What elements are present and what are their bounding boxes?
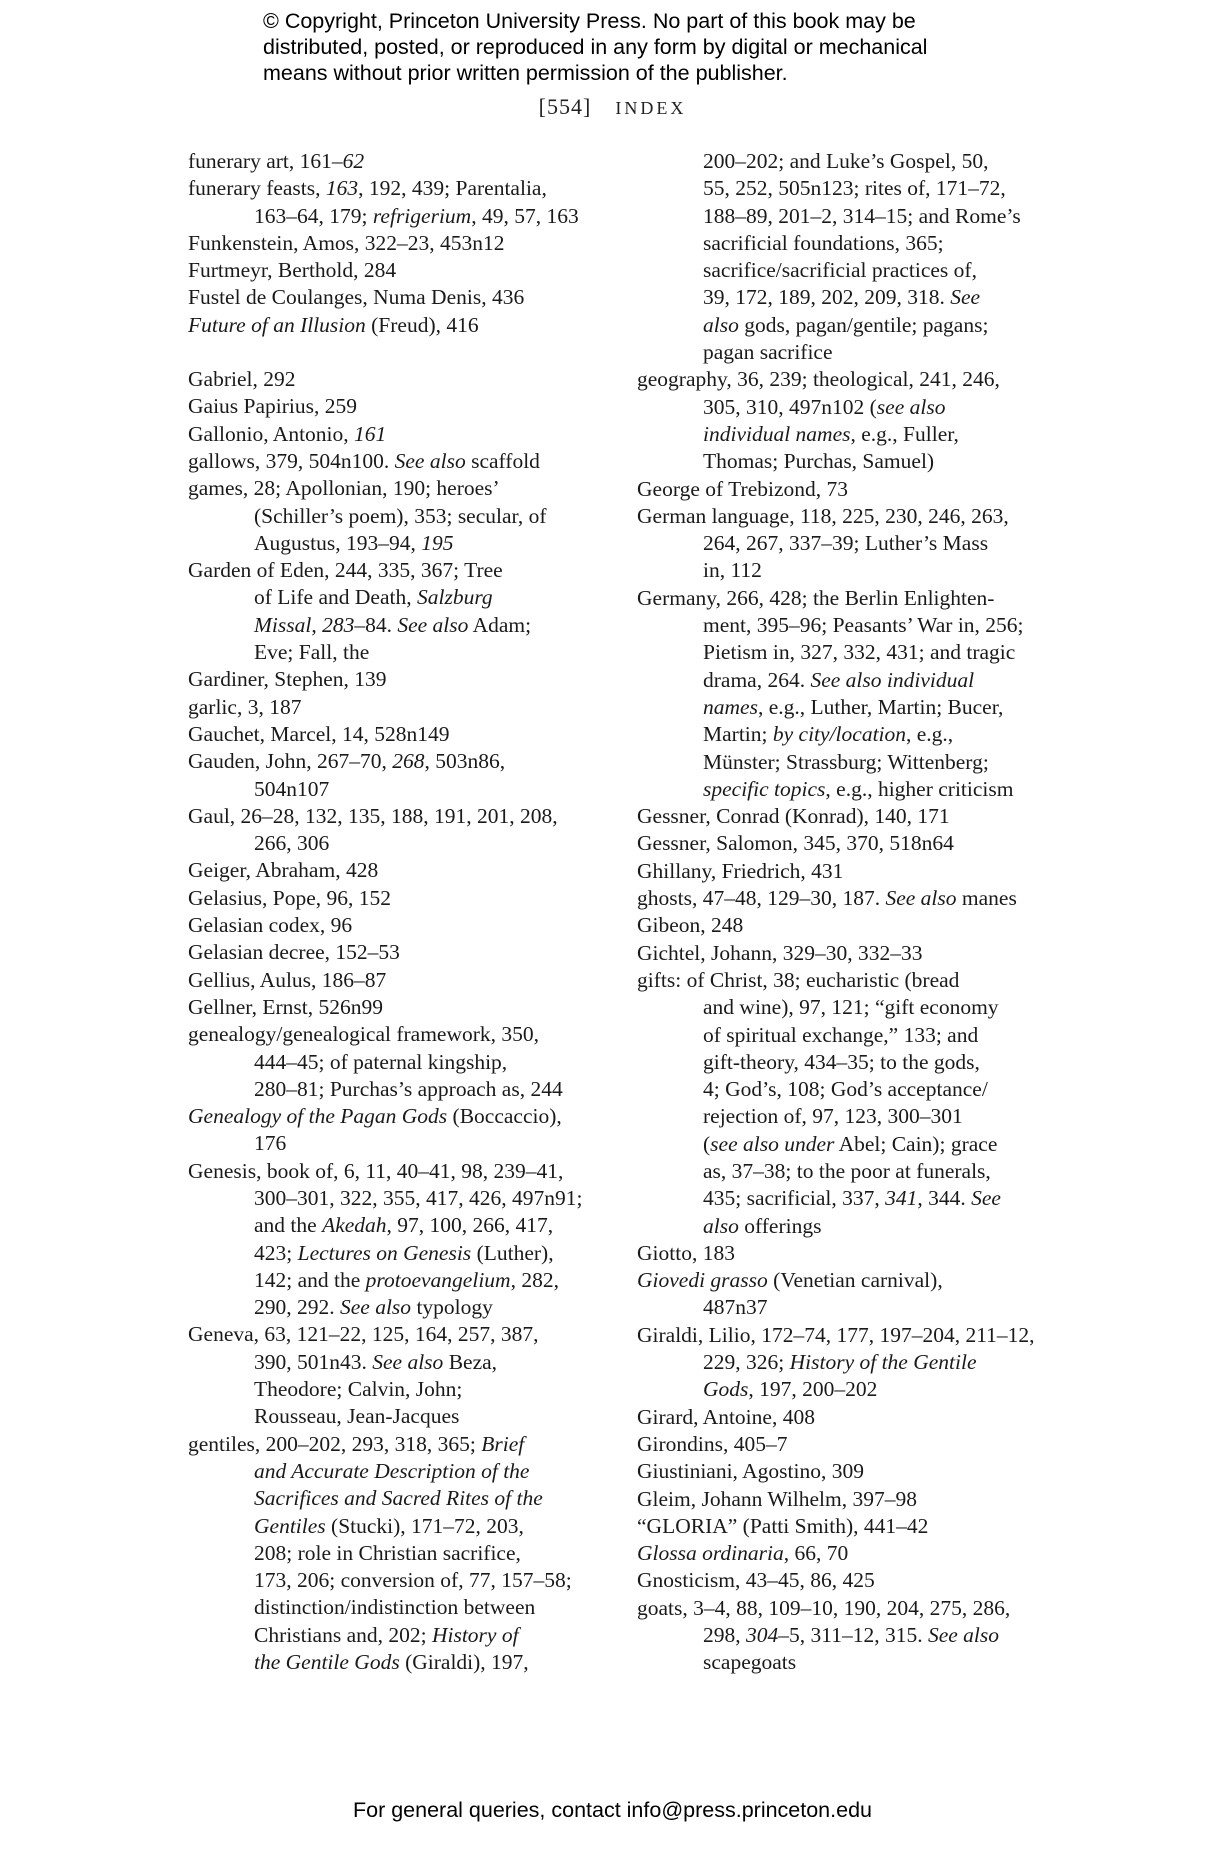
index-entry [188,557,608,666]
index-entry [637,1240,1057,1267]
index-entry [188,885,608,912]
index-line: Eve; Fall, the [254,640,370,665]
index-line: 229, 326; History of the Gentile [703,1350,977,1375]
index-line: 200–202; and Luke’s Gospel, 50, [703,149,989,173]
index-line: gifts: of Christ, 38; eucharistic (bread [637,967,960,992]
copyright-notice [263,8,1023,86]
index-entry [637,912,1057,939]
index-entry [188,312,608,339]
index-line: German language, 118, 225, 230, 246, 263, [637,503,1009,528]
footer-contact: For general queries, contact info@press.princeton.edu [352,1798,872,1822]
index-entry [637,803,1057,830]
index-line: 300–301, 322, 355, 417, 426, 497n91; [254,1185,583,1210]
index-line: Gleim, Johann Wilhelm, 397–98 [637,1486,918,1511]
index-line: games, 28; Apollonian, 190; heroes’ [188,476,500,501]
index-entry [188,175,608,230]
index-entry [188,967,608,994]
index-line: ment, 395–96; Peasants’ War in, 256; [703,613,1024,638]
index-line: 55, 252, 505n123; rites of, 171–72, [703,176,1006,201]
index-line: Ghillany, Friedrich, 431 [637,858,844,883]
index-line: genealogy/genealogical framework, 350, [188,1022,540,1047]
index-line: funerary art, 161–62 [188,149,365,173]
index-entry [637,585,1057,803]
index-line: (see also under Abel; Cain); grace [703,1131,998,1156]
index-entry [637,1458,1057,1485]
index-line: Gellner, Ernst, 526n99 [188,994,383,1019]
index-line: Gnosticism, 43–45, 86, 425 [637,1568,875,1593]
index-entry [188,1103,608,1158]
index-entry [637,967,1057,1240]
index-line: Pietism in, 327, 332, 431; and tragic [703,640,1016,665]
index-line: Garden of Eden, 244, 335, 367; Tree [188,558,503,583]
index-line: sacrificial foundations, 365; [703,230,944,255]
index-line: 390, 501n43. See also Beza, [254,1349,498,1374]
index-line: of spiritual exchange,” 133; and [703,1022,979,1047]
index-line: Gibeon, 248 [637,913,744,938]
index-line: Giovedi grasso (Venetian carnival), [637,1268,943,1293]
index-entry [188,448,608,475]
index-entry [188,666,608,693]
index-line: Sacrifices and Sacred Rites of the [254,1486,543,1511]
index-column-left [188,148,608,1676]
index-entry [637,1267,1057,1322]
index-line: “GLORIA” (Patti Smith), 441–42 [637,1513,929,1538]
index-line: Giustiniani, Agostino, 309 [637,1459,864,1484]
index-line: Genesis, book of, 6, 11, 40–41, 98, 239–41, [188,1158,564,1183]
index-line: Münster; Strassburg; Wittenberg; [703,749,989,774]
index-entry [637,1404,1057,1431]
index-line: Augustus, 193–94, 195 [254,530,454,555]
index-line: 266, 306 [254,831,330,856]
index-line: Gaius Papirius, 259 [188,394,358,419]
index-line: Genealogy of the Pagan Gods (Boccaccio), [188,1104,562,1129]
index-line: Giotto, 183 [637,1240,735,1265]
index-line: Gichtel, Johann, 329–30, 332–33 [637,940,923,965]
index-line: Gauden, John, 267–70, 268, 503n86, [188,749,506,774]
index-line: as, 37–38; to the poor at funerals, [703,1158,991,1183]
index-line: rejection of, 97, 123, 300–301 [703,1104,963,1129]
index-line: Gelasius, Pope, 96, 152 [188,885,392,910]
index-line: 444–45; of paternal kingship, [254,1049,508,1074]
index-line: gallows, 379, 504n100. See also scaffold [188,448,540,473]
index-line: 504n107 [254,776,330,801]
index-line: Gessner, Conrad (Konrad), 140, 171 [637,804,950,829]
index-entry [188,1021,608,1103]
index-line: gentiles, 200–202, 293, 318, 365; Brief [188,1431,525,1456]
index-line: Theodore; Calvin, John; [254,1377,463,1402]
running-head [0,94,1225,120]
index-line: 305, 310, 497n102 (see also [703,394,946,419]
index-line: Funkenstein, Amos, 322–23, 453n12 [188,230,505,255]
index-line: gift-theory, 434–35; to the gods, [703,1049,980,1074]
index-line: Christians and, 202; History of [254,1622,519,1647]
index-entry [637,148,1057,366]
index-entry [188,857,608,884]
section-title: INDEX [615,98,687,118]
index-line: Gentiles (Stucki), 171–72, 203, [254,1513,524,1538]
index-line: 163–64, 179; refrigerium, 49, 57, 163 [254,203,579,228]
index-entry [188,994,608,1021]
index-line: names, e.g., Luther, Martin; Bucer, [703,694,1004,719]
index-entry [637,476,1057,503]
index-line: 188–89, 201–2, 314–15; and Rome’s [703,203,1021,228]
index-entry [637,858,1057,885]
index-line: also offerings [703,1213,822,1238]
index-entry [188,475,608,557]
index-line: Fustel de Coulanges, Numa Denis, 436 [188,285,525,310]
index-line: 298, 304–5, 311–12, 315. See also [703,1623,1000,1648]
index-line: Gelasian decree, 152–53 [188,940,400,965]
index-entry [637,885,1057,912]
index-entry [188,694,608,721]
index-line: Gardiner, Stephen, 139 [188,667,387,692]
index-line: Geiger, Abraham, 428 [188,858,379,883]
index-entry [188,284,608,311]
index-entry [188,1431,608,1677]
index-line: George of Trebizond, 73 [637,476,849,501]
index-entry [637,366,1057,475]
index-line: 280–81; Purchas’s approach as, 244 [254,1076,563,1101]
index-entry [637,1595,1057,1677]
index-column-right [637,148,1057,1677]
index-line: specific topics, e.g., higher criticism [703,776,1014,801]
index-line: 290, 292. See also typology [254,1295,493,1320]
index-entry [188,421,608,448]
index-line: Gellius, Aulus, 186–87 [188,967,387,992]
index-entry [188,393,608,420]
index-entry [188,257,608,284]
index-line: Geneva, 63, 121–22, 125, 164, 257, 387, [188,1322,539,1347]
index-line: pagan sacrifice [703,340,833,365]
index-entry [637,1486,1057,1513]
index-line: garlic, 3, 187 [188,694,302,719]
index-line: the Gentile Gods (Giraldi), 197, [254,1650,529,1675]
index-line: Gods, 197, 200–202 [703,1377,878,1402]
index-line: ghosts, 47–48, 129–30, 187. See also manes [637,886,1017,911]
index-line: distinction/indistinction between [254,1595,536,1620]
index-line: 487n37 [703,1295,768,1320]
index-line: of Life and Death, Salzburg [254,585,493,610]
index-entry [188,912,608,939]
index-line: 176 [254,1131,287,1156]
index-entry [637,503,1057,585]
index-entry [637,1513,1057,1540]
index-line: 208; role in Christian sacrifice, [254,1540,521,1565]
index-line: Thomas; Purchas, Samuel) [703,449,935,474]
index-entry [637,1567,1057,1594]
page-number: [554] [538,94,592,119]
index-entry [188,148,608,175]
index-line: funerary feasts, 163, 192, 439; Parentalia, [188,176,547,201]
index-line: 264, 267, 337–39; Luther’s Mass [703,531,989,556]
index-entry [637,830,1057,857]
index-entry [188,721,608,748]
index-line: Germany, 266, 428; the Berlin Enlighten- [637,585,995,610]
index-entry [637,1431,1057,1458]
copyright-line: means without prior written permission of the publisher. [263,61,788,85]
index-entry [637,1322,1057,1404]
index-line: individual names, e.g., Fuller, [703,421,959,446]
index-line: 423; Lectures on Genesis (Luther), [254,1240,554,1265]
index-line: Furtmeyr, Berthold, 284 [188,258,397,283]
index-line: Missal, 283–84. See also Adam; [254,612,532,637]
index-line: Gallonio, Antonio, 161 [188,421,387,446]
index-line: Gauchet, Marcel, 14, 528n149 [188,721,450,746]
index-line: Gabriel, 292 [188,367,296,392]
index-line: Giraldi, Lilio, 172–74, 177, 197–204, 211–12, [637,1322,1035,1347]
index-line: 173, 206; conversion of, 77, 157–58; [254,1568,572,1593]
index-entry [188,230,608,257]
index-line: and Accurate Description of the [254,1458,530,1483]
index-entry [188,1321,608,1430]
index-line: in, 112 [703,558,762,583]
index-line: Gelasian codex, 96 [188,913,353,938]
index-line: (Schiller’s poem), 353; secular, of [254,503,547,528]
index-line: 435; sacrificial, 337, 341, 344. See [703,1186,1001,1211]
copyright-line: distributed, posted, or reproduced in any form by digital or mechanical [263,35,928,59]
index-line: Glossa ordinaria, 66, 70 [637,1541,849,1566]
index-line: 4; God’s, 108; God’s acceptance/ [703,1077,988,1102]
index-line: and the Akedah, 97, 100, 266, 417, [254,1213,554,1238]
index-entry [188,366,608,393]
index-line: 39, 172, 189, 202, 209, 318. See [703,285,981,310]
index-line: scapegoats [703,1650,797,1675]
index-line: Gaul, 26–28, 132, 135, 188, 191, 201, 208, [188,803,558,828]
index-entry [188,939,608,966]
index-line: Future of an Illusion (Freud), 416 [188,312,479,337]
index-line: Girondins, 405–7 [637,1431,788,1456]
index-entry [188,803,608,858]
index-line: geography, 36, 239; theological, 241, 246, [637,367,1000,392]
index-line: Rousseau, Jean-Jacques [254,1404,460,1429]
index-line: goats, 3–4, 88, 109–10, 190, 204, 275, 286, [637,1595,1011,1620]
index-line: Martin; by city/location, e.g., [703,722,954,747]
index-line: sacrifice/sacrificial practices of, [703,258,977,283]
index-line: and wine), 97, 121; “gift economy [703,995,999,1020]
index-line: Girard, Antoine, 408 [637,1404,815,1429]
index-line: drama, 264. See also individual [703,667,975,692]
index-entry [637,940,1057,967]
index-entry [188,748,608,803]
index-line: Gessner, Salomon, 345, 370, 518n64 [637,831,954,856]
index-entry [637,1540,1057,1567]
index-line: also gods, pagan/gentile; pagans; [703,312,989,337]
index-line: 142; and the protoevangelium, 282, [254,1267,559,1292]
copyright-line: © Copyright, Princeton University Press. No part of this book may be [263,9,916,33]
index-entry [188,1158,608,1322]
